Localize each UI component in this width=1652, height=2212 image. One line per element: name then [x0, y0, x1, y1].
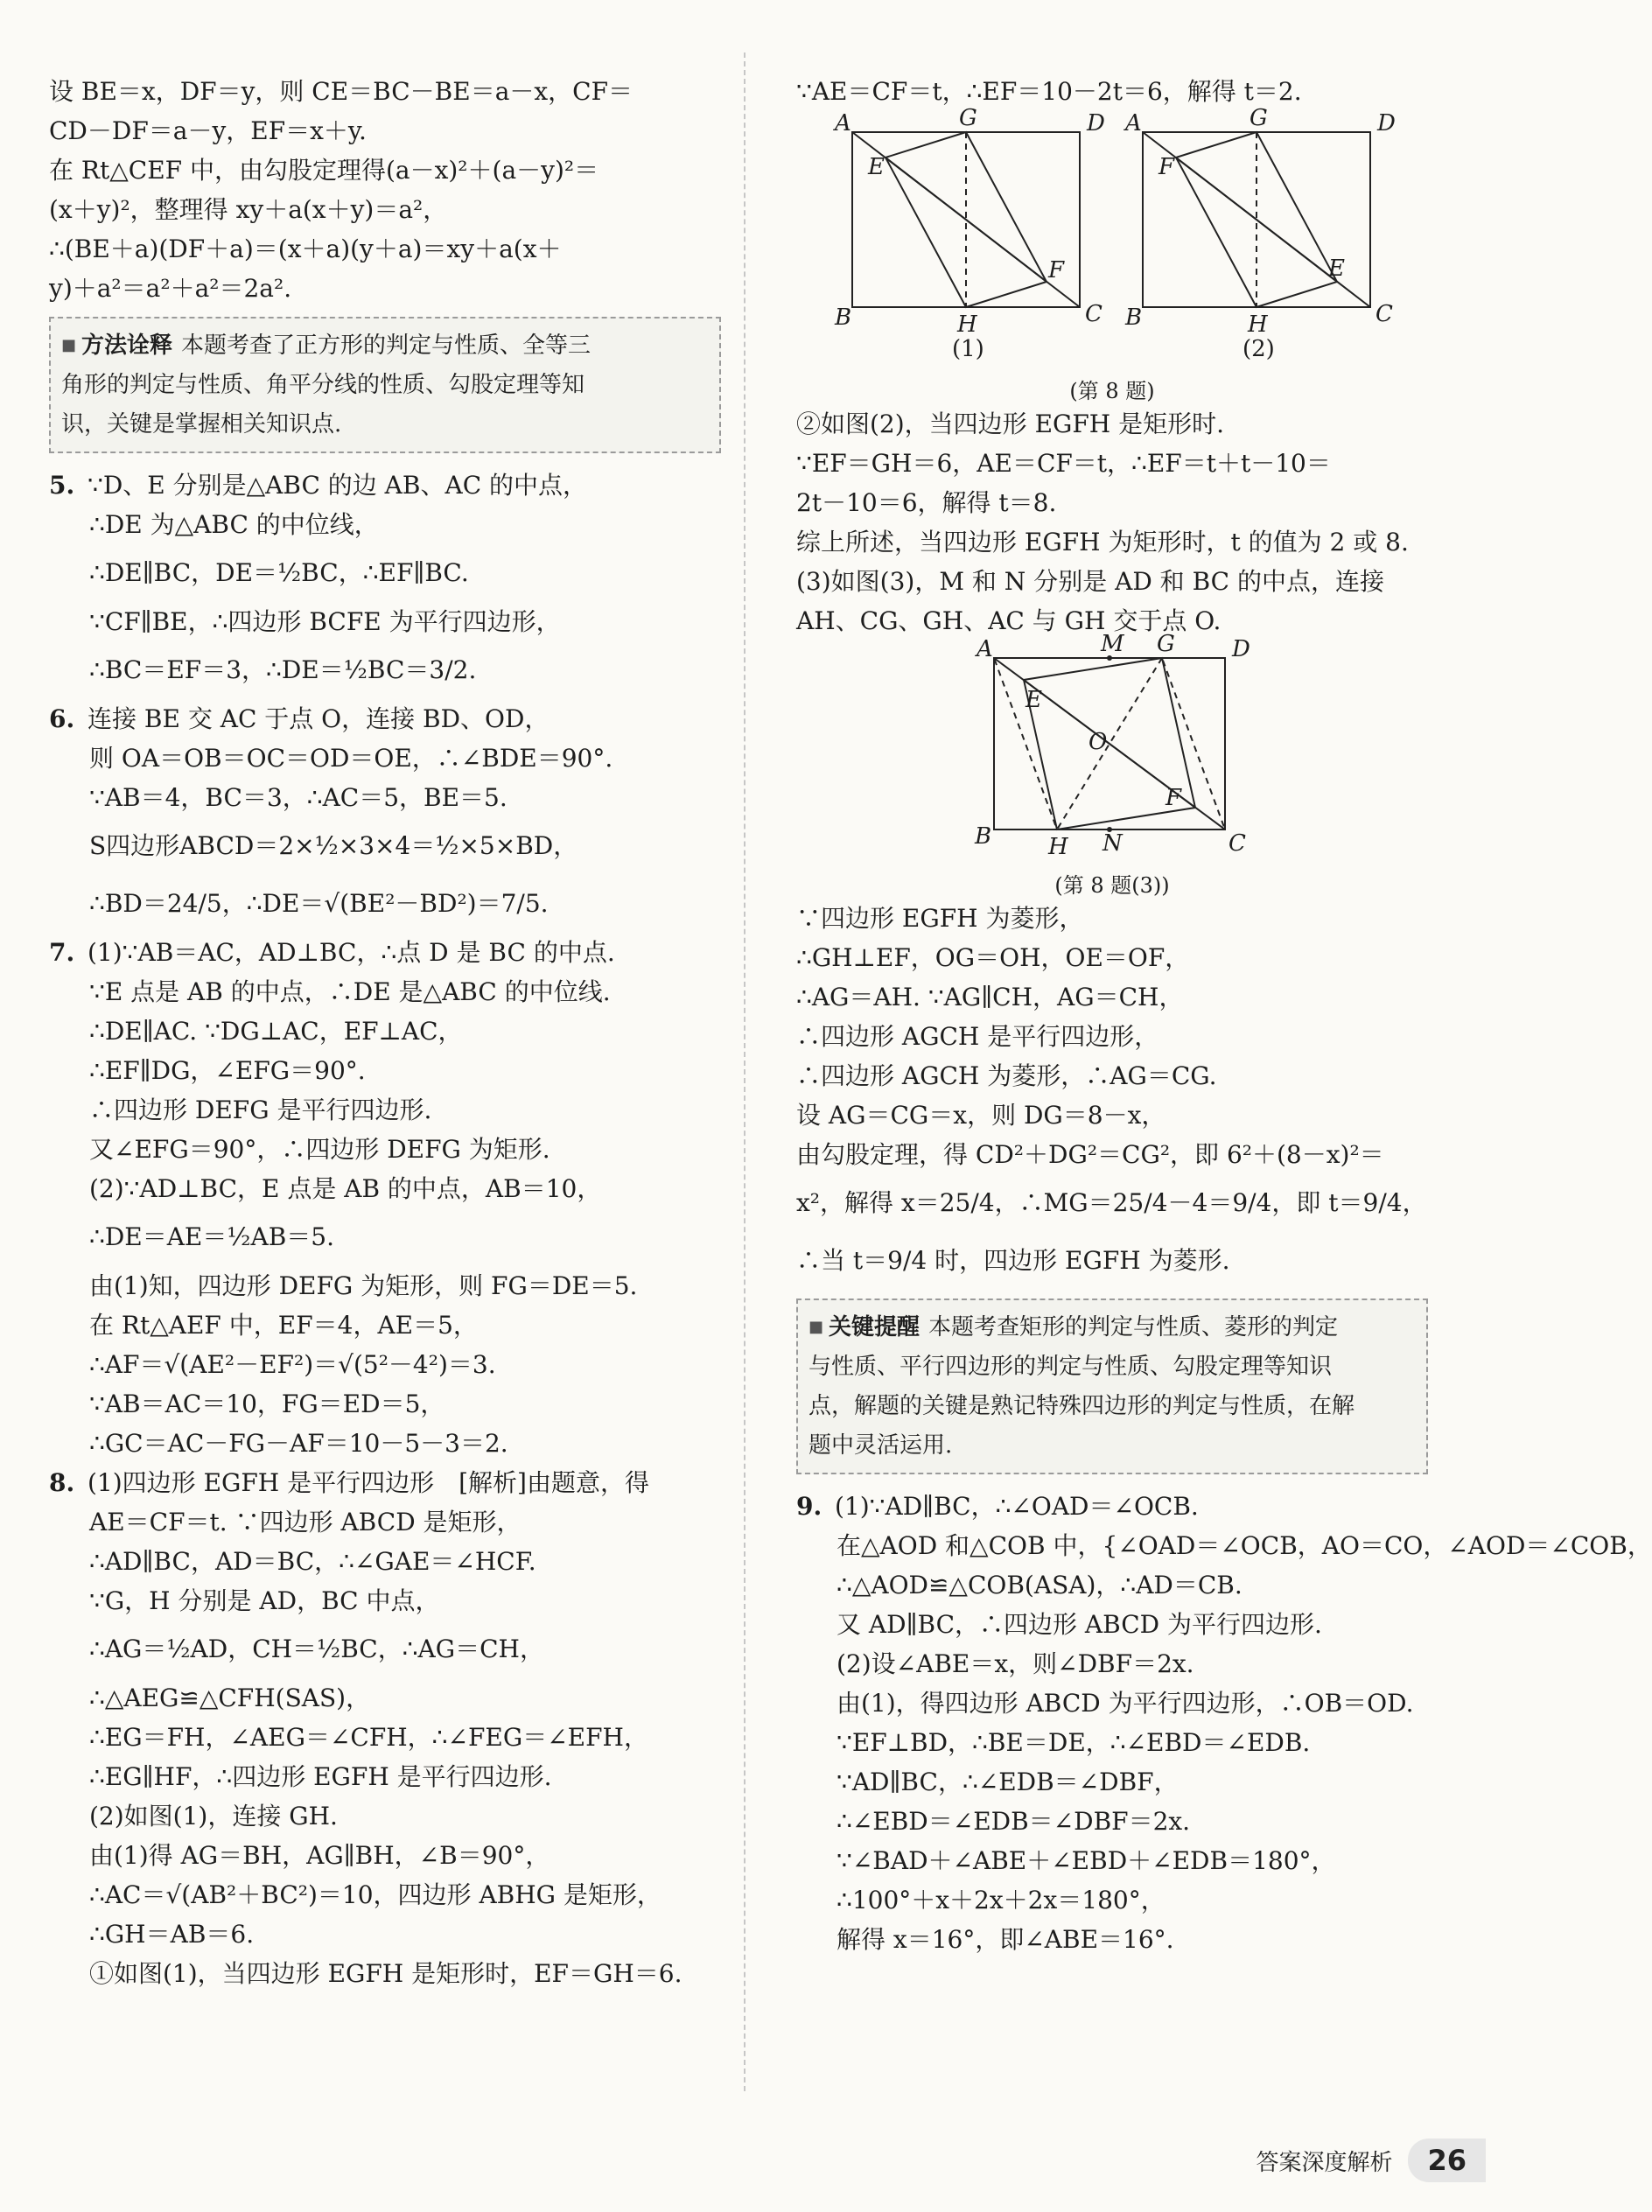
rectangle-figures-1-2	[796, 105, 1409, 374]
fig1-label: G	[959, 105, 977, 131]
q8-part3	[796, 899, 1428, 1290]
text-line: (1)四边形 EGFH 是平行四边形 [解析]由题意，得	[88, 1468, 649, 1497]
text-line: (2)如图(1)，连接 GH.	[89, 1802, 338, 1830]
text-line: ∵AB＝AC＝10，FG＝ED＝5，	[89, 1390, 445, 1418]
figure-1	[833, 105, 1105, 362]
fig2-label: F	[1158, 154, 1175, 180]
text-line: ∴AC＝√(AB²＋BC²)＝10，四边形 ABHG 是矩形，	[89, 1880, 662, 1909]
right-column	[796, 72, 1652, 1959]
text-line: AH、CG、GH、AC 与 GH 交于点 O.	[796, 606, 1222, 635]
question-number: 8.	[49, 1468, 75, 1497]
rhombus-figure-3	[796, 631, 1409, 868]
question-6	[49, 699, 721, 933]
text-line: ∵四边形 EGFH 为菱形，	[796, 904, 1084, 933]
fig2-label: E	[1328, 256, 1345, 282]
text-line: ∴BC＝EF＝3，∴DE＝½BC＝3/2.	[89, 655, 477, 684]
fig3-label: D	[1232, 636, 1250, 662]
fig1-sublabel: (1)	[952, 336, 984, 362]
figure-caption: (第 8 题(3))	[1054, 873, 1170, 898]
text-line: ∴100°＋x＋2x＋2x＝180°，	[836, 1886, 1166, 1914]
fig1-label: H	[957, 312, 977, 338]
text-line: ∴EG∥HF，∴四边形 EGFH 是平行四边形.	[89, 1762, 552, 1791]
text-line: ∴DE 为△ABC 的中位线，	[89, 510, 379, 539]
text-line: ∴△AOD≌△COB(ASA)，∴AD＝CB.	[836, 1571, 1242, 1600]
text-line: 则 OA＝OB＝OC＝OD＝OE，∴∠BDE＝90°.	[89, 744, 613, 773]
fig3-label: B	[975, 823, 992, 850]
text-line: (2)设∠ABE＝x，则∠DBF＝2x.	[836, 1649, 1194, 1678]
text-line: ∵CF∥BE，∴四边形 BCFE 为平行四边形，	[89, 607, 561, 636]
fig3-label: M	[1101, 631, 1124, 657]
text-line: ∴△AEG≌△CFH(SAS)，	[89, 1684, 371, 1712]
note-text: 题中灵活运用.	[808, 1432, 953, 1459]
text-line: ∴四边形 AGCH 是平行四边形，	[796, 1022, 1159, 1051]
fig2-label: G	[1250, 105, 1268, 131]
fig2-label: H	[1248, 312, 1268, 338]
text-line: 又∠EFG＝90°，∴四边形 DEFG 为矩形.	[89, 1135, 550, 1164]
fig2-sublabel: (2)	[1242, 336, 1275, 362]
text-line: ∴EG＝FH，∠AEG＝∠CFH，∴∠FEG＝∠EFH，	[89, 1723, 648, 1752]
fig1-label: C	[1085, 301, 1102, 327]
text-line: ∵AB＝4，BC＝3，∴AC＝5，BE＝5.	[89, 783, 508, 812]
fig3-label: A	[976, 636, 993, 662]
column-divider	[744, 52, 746, 2091]
text-line: ∴(BE＋a)(DF＋a)＝(x＋a)(y＋a)＝xy＋a(x＋	[49, 234, 562, 263]
text-line: ①如图(1)，当四边形 EGFH 是矩形时，EF＝GH＝6.	[89, 1959, 682, 1988]
text-line: 在 Rt△AEF 中，EF＝4，AE＝5，	[89, 1311, 478, 1340]
text-line: ∴∠EBD＝∠EDB＝∠DBF＝2x.	[836, 1807, 1191, 1836]
text-line: ∴AG＝½AD，CH＝½BC，∴AG＝CH，	[89, 1634, 544, 1663]
fig1-label: E	[868, 154, 885, 180]
text-line: ∵∠BAD＋∠ABE＋∠EBD＋∠EDB＝180°，	[836, 1846, 1336, 1875]
question-number: 5.	[49, 471, 75, 500]
text-line: AE＝CF＝t. ∵四边形 ABCD 是矩形，	[89, 1508, 522, 1536]
text-line: 由勾股定理，得 CD²＋DG²＝CG²，即 6²＋(8－x)²＝	[796, 1140, 1384, 1169]
fig1-label: A	[835, 110, 851, 136]
fig2-label: D	[1377, 110, 1396, 136]
question-number: 9.	[796, 1492, 822, 1521]
fig3-label: C	[1228, 830, 1246, 857]
text-line: ∴GH⊥EF，OG＝OH，OE＝OF，	[796, 943, 1190, 972]
text-line: ∴BD＝24/5，∴DE＝√(BE²－BD²)＝7/5.	[89, 889, 549, 918]
text-line: (2)∵AD⊥BC，E 点是 AB 的中点，AB＝10，	[89, 1174, 602, 1203]
text-line: ∴AG＝AH. ∵AG∥CH，AG＝CH，	[796, 983, 1184, 1012]
text-line: 连接 BE 交 AC 于点 O，连接 BD、OD，	[88, 704, 550, 733]
text-line: (1)∵AB＝AC，AD⊥BC，∴点 D 是 BC 的中点.	[88, 938, 615, 967]
key-reminder-box	[796, 1298, 1428, 1474]
note-text: 角形的判定与性质、角平分线的性质、勾股定理等知	[61, 372, 585, 398]
intro-block	[49, 72, 721, 308]
fig3-label: N	[1102, 830, 1123, 857]
text-line: ∴四边形 AGCH 为菱形，∴AG＝CG.	[796, 1061, 1217, 1090]
text-line: x²，解得 x＝25/4，∴MG＝25/4－4＝9/4，即 t＝9/4，	[796, 1188, 1427, 1217]
text-line: 在△AOD 和△COB 中，{∠OAD＝∠OCB，AO＝CO，∠AOD＝∠COB，	[836, 1531, 1652, 1560]
fig3-label: G	[1157, 631, 1175, 657]
text-line: (1)∵AD∥BC，∴∠OAD＝∠OCB.	[835, 1492, 1199, 1521]
left-column	[49, 72, 721, 1993]
text-line: 综上所述，当四边形 EGFH 为矩形时，t 的值为 2 或 8.	[796, 528, 1409, 556]
text-line: ∴DE＝AE＝½AB＝5.	[89, 1222, 335, 1251]
text-line: ∵E 点是 AB 的中点，∴DE 是△ABC 的中位线.	[89, 977, 611, 1006]
text-line: 又 AD∥BC，∴四边形 ABCD 为平行四边形.	[836, 1610, 1322, 1639]
fig3-label: O	[1088, 729, 1108, 755]
question-8	[49, 1463, 721, 1993]
fig2-label: C	[1376, 301, 1393, 327]
note-text: 本题考查矩形的判定与性质、菱形的判定	[928, 1314, 1339, 1340]
text-line: 由(1)知，四边形 DEFG 为矩形，则 FG＝DE＝5.	[89, 1271, 638, 1300]
note-text: 与性质、平行四边形的判定与性质、勾股定理等知识	[808, 1354, 1333, 1380]
text-line: ∵D、E 分别是△ABC 的边 AB、AC 的中点，	[88, 471, 588, 500]
text-line: 由(1)得 AG＝BH，AG∥BH，∠B＝90°，	[89, 1841, 550, 1870]
text-line: CD－DF＝a－y，EF＝x＋y.	[49, 116, 367, 145]
fig2-label: A	[1125, 110, 1142, 136]
page-footer	[1256, 2138, 1486, 2182]
question-9	[796, 1487, 1652, 1959]
footer-label: 答案深度解析	[1256, 2149, 1393, 2176]
question-number: 7.	[49, 938, 75, 967]
text-line: (x＋y)²，整理得 xy＋a(x＋y)＝a²，	[49, 195, 448, 224]
figure-caption: (第 8 题)	[1069, 379, 1155, 403]
text-line: S四边形ABCD＝2×½×3×4＝½×5×BD，	[89, 831, 578, 860]
text-line: ∴GC＝AC－FG－AF＝10－5－3＝2.	[89, 1429, 508, 1458]
method-note-tag: ■ 方法诠释	[61, 332, 172, 359]
question-7	[49, 933, 721, 1463]
q8-continued	[796, 404, 1428, 640]
fig2-label: B	[1125, 304, 1143, 331]
text-line: ∵AE＝CF＝t，∴EF＝10－2t＝6，解得 t＝2.	[796, 77, 1302, 106]
text-line: 设 AG＝CG＝x，则 DG＝8－x，	[796, 1101, 1166, 1130]
fig3-label: H	[1048, 834, 1068, 860]
note-text: 本题考查了正方形的判定与性质、全等三	[181, 332, 592, 359]
question-5	[49, 466, 721, 699]
text-line: ∴AF＝√(AE²－EF²)＝√(5²－4²)＝3.	[89, 1350, 496, 1379]
text-line: ∵G，H 分别是 AD，BC 中点，	[89, 1586, 440, 1615]
key-reminder-tag: ■ 关键提醒	[808, 1314, 920, 1340]
text-line: ∴DE∥AC. ∵DG⊥AC，EF⊥AC，	[89, 1017, 463, 1046]
note-text: 识，关键是掌握相关知识点.	[61, 411, 342, 438]
text-line: ∴AD∥BC，AD＝BC，∴∠GAE＝∠HCF.	[89, 1547, 536, 1576]
fig1-label: B	[835, 304, 852, 331]
text-line: ∴EF∥DG，∠EFG＝90°.	[89, 1056, 366, 1085]
text-line: (3)如图(3)，M 和 N 分别是 AD 和 BC 的中点，连接	[796, 567, 1384, 596]
text-line: 由(1)，得四边形 ABCD 为平行四边形，∴OB＝OD.	[836, 1689, 1414, 1718]
text-line: ∴DE∥BC，DE＝½BC，∴EF∥BC.	[89, 558, 469, 587]
page-number: 26	[1408, 2138, 1486, 2182]
fig3-label: F	[1166, 785, 1182, 811]
method-note-box	[49, 317, 721, 453]
text-line: ∵EF⊥BD，∴BE＝DE，∴∠EBD＝∠EDB.	[836, 1728, 1311, 1757]
text-line: 在 Rt△CEF 中，由勾股定理得(a－x)²＋(a－y)²＝	[49, 156, 599, 185]
figure-2	[1124, 105, 1396, 362]
figure-8-3	[796, 631, 1428, 899]
text-line: 2t－10＝6，解得 t＝8.	[796, 488, 1057, 517]
fig1-label: F	[1048, 257, 1065, 284]
text-line: ∴四边形 DEFG 是平行四边形.	[89, 1096, 432, 1124]
figure-8-1-2	[796, 105, 1428, 404]
text-line: ∴GH＝AB＝6.	[89, 1920, 255, 1949]
fig3-label: E	[1026, 687, 1042, 713]
text-line: 解得 x＝16°，即∠ABE＝16°.	[836, 1925, 1174, 1954]
question-number: 6.	[49, 704, 75, 733]
text-line: ∴当 t＝9/4 时，四边形 EGFH 为菱形.	[796, 1246, 1230, 1275]
text-line: ∵EF＝GH＝6，AE＝CF＝t，∴EF＝t＋t－10＝	[796, 449, 1331, 478]
fig1-label: D	[1087, 110, 1105, 136]
text-line: ∵AD∥BC，∴∠EDB＝∠DBF，	[836, 1768, 1179, 1796]
note-text: 点，解题的关键是熟记特殊四边形的判定与性质，在解	[808, 1393, 1355, 1419]
text-line: y)＋a²＝a²＋a²＝2a².	[49, 274, 292, 303]
text-line: ②如图(2)，当四边形 EGFH 是矩形时.	[796, 410, 1225, 438]
text-line: 设 BE＝x，DF＝y，则 CE＝BC－BE＝a－x，CF＝	[49, 77, 634, 106]
